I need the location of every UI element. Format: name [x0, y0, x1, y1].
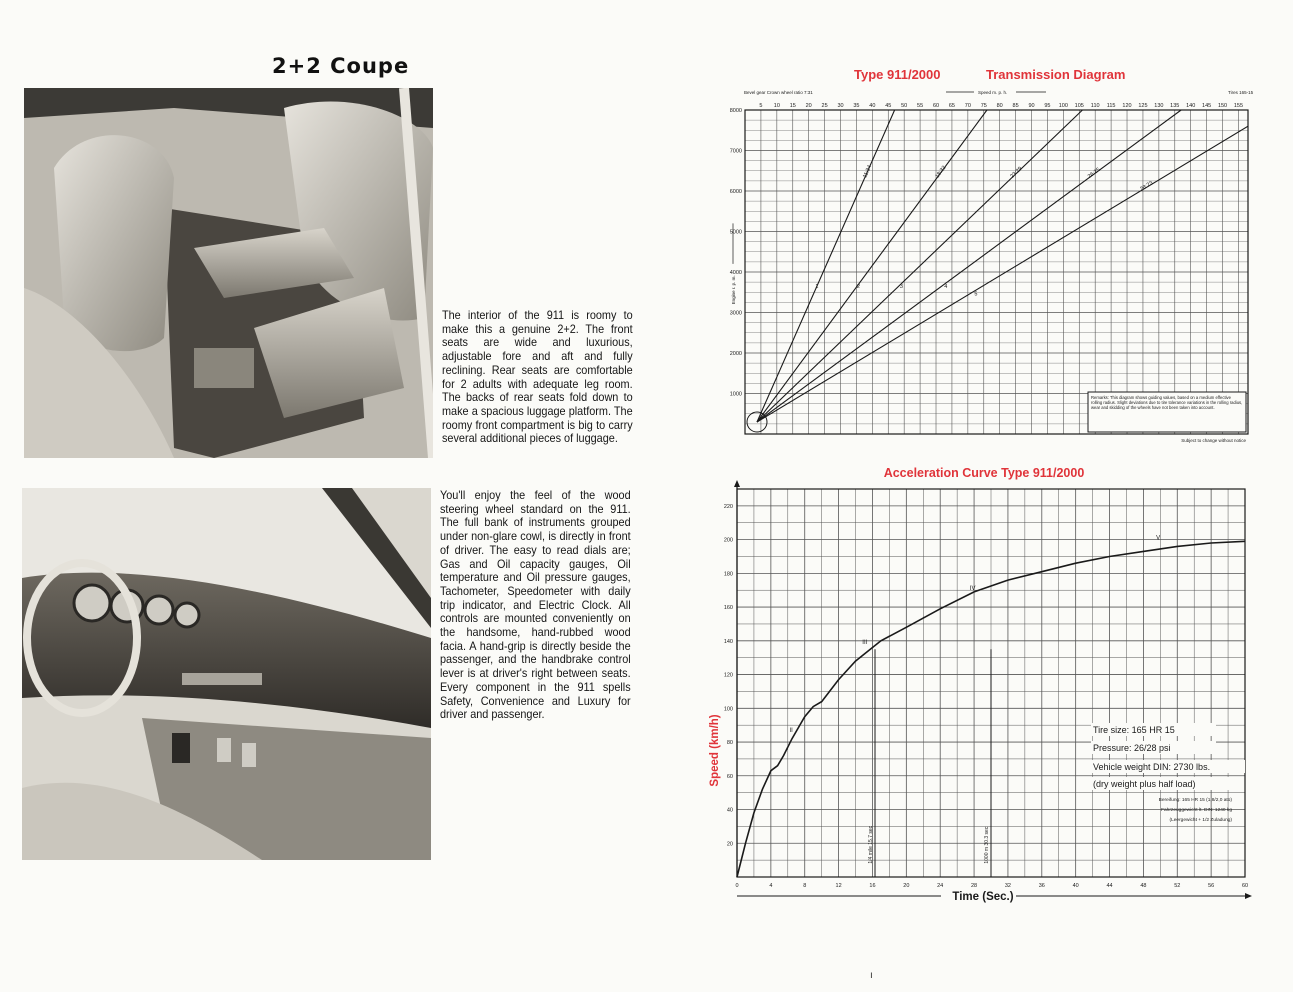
x-tick-label: 150 — [1217, 103, 1228, 109]
x-tick-label: 8 — [803, 883, 807, 889]
x-tick-label: 0 — [735, 883, 739, 889]
remark-text: Remarks: This diagram shows guiding values, based on a medium effective rolling radius. Slight deviations due to tire tolerance variations in the rolling radius, wear and skidding of the wheels have not been taken into account. — [1091, 395, 1243, 411]
top-center-caption: Speed m. p. h. — [978, 90, 1008, 95]
spec-line: Tire size: 165 HR 15 — [1093, 725, 1175, 735]
x-tick-label: 28 — [971, 883, 978, 889]
x-tick-label: 30 — [837, 103, 844, 109]
x-tick-label: 52 — [1174, 883, 1181, 889]
y-tick-label: 200 — [723, 537, 733, 544]
x-tick-label: 75 — [980, 103, 987, 109]
x-tick-label: 145 — [1202, 103, 1212, 109]
x-tick-label: 90 — [1028, 103, 1035, 109]
x-tick-label: 80 — [996, 103, 1003, 109]
distance-marker-label: 1000 m 30.3 sec — [984, 826, 990, 864]
x-tick-label: 16 — [869, 883, 876, 889]
footnote: Subject to change without notice — [1181, 438, 1246, 443]
y-axis-label-1: Engine r. p. m. — [731, 275, 736, 305]
chart-title-1: Type 911/2000 — [854, 67, 941, 82]
spec-german-line: Fahrzeuggewicht lt. DIN: 1240 kg — [1161, 808, 1232, 813]
x-tick-label: 35 — [853, 103, 860, 109]
gear-line — [757, 110, 1082, 422]
gear-line — [757, 110, 1181, 422]
x-tick-label: 110 — [1090, 103, 1100, 109]
gear-line — [757, 126, 1248, 422]
gear-ratio-label: 28:23 — [1139, 180, 1155, 193]
x-axis-label-2: Time (Sec.) — [952, 891, 1014, 903]
x-tick-label: 130 — [1154, 103, 1164, 109]
page-mark: ı — [870, 970, 873, 981]
gear-ratio-label: 26:25 — [1086, 166, 1102, 180]
spec-german-line: Bereifung: 165 HR 15 (1,8/2,0 atü) — [1158, 798, 1232, 803]
y-tick-label: 140 — [723, 638, 733, 645]
spec-line: (dry weight plus half load) — [1093, 779, 1196, 789]
x-tick-label: 70 — [964, 103, 971, 109]
x-axis-arrowhead — [1245, 893, 1252, 899]
x-tick-label: 85 — [1012, 103, 1019, 109]
y-tick-label: 4000 — [729, 270, 742, 276]
dashboard-description: You'll enjoy the feel of the wood steering wheel standard on the 911. The full bank of instruments grouped under non-glare cowl, is directly in front of driver. The easy to read dials are; Gas and Oil capacity gauges, Oil temperature and Oil pressure gauges, Tachometer, Speedometer with daily trip indicator, and Electric Clock. All controls are mounted conveniently on the handsome, hand-rubbed wood facia. A hand-grip is directly beside the passenger, and the handbrake control lever is at driver's right between seats. Every component in the 911 spells Safety, Convenience and Luxury for driver and passenger. — [440, 489, 631, 722]
x-tick-label: 40 — [1072, 883, 1079, 889]
x-tick-label: 25 — [821, 103, 828, 109]
gear-ratio-label: 23:29 — [1009, 165, 1024, 180]
x-tick-label: 95 — [1044, 103, 1051, 109]
y-tick-label: 1000 — [729, 391, 742, 398]
y-axis-label-2: Speed (km/h) — [709, 714, 721, 787]
remark-wrapper — [1091, 395, 1243, 431]
x-tick-label: 20 — [805, 103, 812, 109]
x-tick-label: 100 — [1058, 103, 1068, 109]
y-tick-label: 40 — [726, 807, 733, 814]
x-tick-label: 65 — [948, 103, 955, 109]
x-tick-label: 140 — [1186, 103, 1196, 109]
x-tick-label: 10 — [773, 103, 780, 109]
x-tick-label: 135 — [1170, 103, 1180, 109]
gear-label: III — [862, 640, 868, 647]
y-tick-label: 2000 — [729, 351, 742, 357]
y-tick-label: 220 — [723, 503, 733, 510]
y-tick-label: 20 — [726, 841, 733, 848]
x-tick-label: 105 — [1074, 103, 1084, 109]
right-page — [646, 0, 1293, 992]
y-tick-label: 100 — [723, 706, 733, 713]
x-tick-label: 55 — [917, 103, 924, 109]
x-tick-label: 56 — [1208, 883, 1215, 889]
x-tick-label: 4 — [769, 883, 773, 889]
rear-seats-photo — [24, 88, 433, 458]
y-axis-arrowhead — [734, 480, 740, 487]
top-left-caption: Bevel gear Crown wheel ratio 7:31 — [744, 90, 813, 95]
gear-number: 2 — [856, 284, 860, 291]
gear-label: IV — [969, 586, 976, 593]
chart-title-1b: Transmission Diagram — [986, 67, 1126, 82]
x-tick-label: 60 — [1241, 883, 1249, 889]
x-tick-label: 48 — [1140, 883, 1147, 889]
dashboard-photo — [22, 488, 431, 860]
x-tick-label: 60 — [932, 103, 940, 109]
y-tick-label: 8000 — [729, 108, 742, 114]
x-tick-label: 40 — [869, 103, 876, 109]
y-tick-label: 180 — [723, 571, 733, 578]
y-tick-label: 3000 — [729, 310, 742, 317]
spec-german-line: (Leergewicht + 1/2 Zuladung) — [1169, 818, 1232, 823]
gear-label: V — [1156, 535, 1161, 542]
x-tick-label: 125 — [1138, 103, 1148, 109]
gear-number: 1 — [815, 284, 819, 291]
x-tick-label: 24 — [937, 883, 944, 889]
x-tick-label: 44 — [1106, 883, 1113, 889]
gear-number: 5 — [974, 291, 978, 298]
x-tick-label: 120 — [1122, 103, 1132, 109]
y-tick-label: 160 — [723, 605, 733, 612]
left-page — [0, 0, 646, 992]
gear-line — [757, 110, 987, 422]
x-tick-label: 45 — [885, 103, 892, 109]
y-tick-label: 120 — [723, 672, 733, 679]
top-right-caption: Tires 165-15 — [1228, 90, 1254, 95]
x-tick-label: 5 — [759, 103, 763, 109]
y-tick-label: 60 — [726, 773, 733, 780]
x-tick-label: 32 — [1004, 883, 1011, 889]
x-tick-label: 36 — [1038, 883, 1045, 889]
page-heading: 2+2 Coupe — [272, 54, 410, 78]
x-tick-label: 115 — [1106, 103, 1116, 109]
chart-title-2: Acceleration Curve Type 911/2000 — [883, 466, 1085, 480]
gear-ratio-label: 18:32 — [934, 164, 948, 180]
gear-number: 3 — [899, 284, 903, 291]
spec-line: Pressure: 26/28 psi — [1093, 743, 1171, 753]
charts-svg — [646, 0, 1293, 992]
y-tick-label: 6000 — [729, 189, 742, 195]
spec-line: Vehicle weight DIN: 2730 lbs. — [1093, 762, 1211, 772]
interior-description: The interior of the 911 is roomy to make this a genuine 2+2. The front seats are wide and luxurious, adjustable fore and aft and fully reclining. Rear seats are comfortable for 2 adults with adequate leg room. The backs of rear seats fold down to make a spacious luggage platform. The roomy front compartment is big to carry several additional pieces of luggage. — [442, 309, 633, 446]
y-tick-label: 80 — [726, 740, 733, 747]
x-tick-label: 20 — [903, 883, 910, 889]
x-tick-label: 15 — [789, 103, 796, 109]
x-tick-label: 12 — [835, 883, 842, 889]
gear-line — [757, 110, 895, 422]
charts-area — [646, 0, 1293, 992]
gear-ratio-label: 11:34 — [862, 164, 874, 180]
gear-number: 4 — [944, 284, 948, 291]
y-tick-label: 7000 — [729, 148, 742, 155]
distance-marker-label: 1/4 mile 15.7 sec — [868, 825, 875, 864]
x-tick-label: 50 — [901, 103, 908, 109]
acceleration-curve — [709, 466, 1252, 903]
x-tick-label: 155 — [1233, 103, 1244, 109]
gear-label: II — [789, 727, 793, 734]
y-tick-label: 5000 — [729, 229, 742, 236]
transmission-diagram — [730, 67, 1254, 443]
